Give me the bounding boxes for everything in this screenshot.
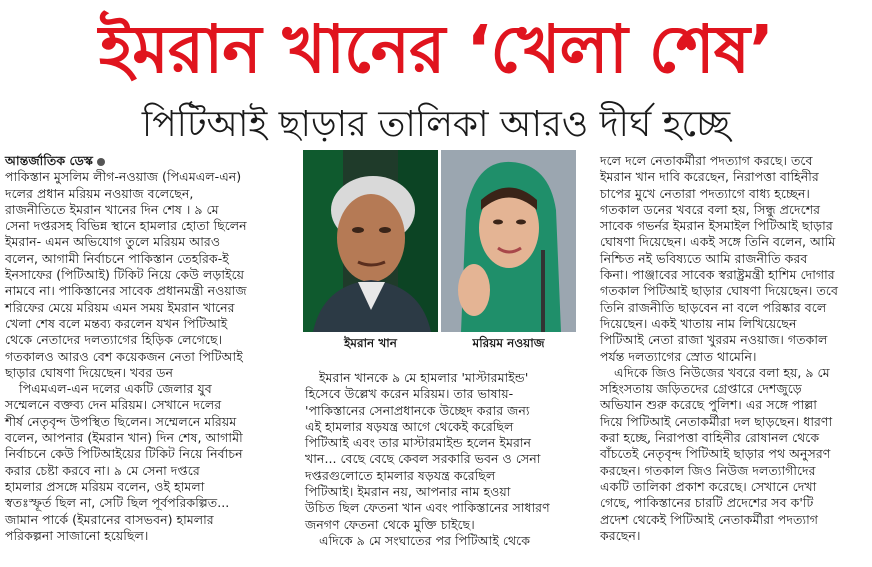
text-line: এদিকে জিও নিউজের খবরে বলা হয়, ৯ মে: [614, 364, 830, 380]
text-line: পিএমএল-এন দলের একটি জেলার যুব: [19, 381, 212, 397]
text-line: অভিযান শুরু করেছে পুলিশ। এর সঙ্গে পাল্লা: [600, 397, 817, 413]
text-line: পরিকল্পনা সাজানো হয়েছিল।: [5, 527, 149, 543]
text-line: খেলা শেষ বলে মন্তব্য করলেন যখন পিটিআই: [5, 315, 228, 331]
text-line: ঘোষণা দিয়েছেন। একই সঙ্গে তিনি বলেন, আমি: [600, 234, 836, 250]
text-line: গতকাল ডনের খবরে বলা হয়, সিন্ধু প্রদেশের: [600, 201, 821, 217]
column-1-lines: [5, 169, 295, 544]
headline: ইমরান খানের ‘খেলা শেষ’: [98, 11, 774, 88]
text-line: পিটিআই নেতা রাজা খুররম নওয়াজ। গতকাল: [600, 332, 828, 348]
text-line: বাঁচতেই নেতৃবৃন্দ পিটিআই ছাড়ার পথ অনুসরণ: [600, 446, 831, 462]
article-column-2: [305, 370, 590, 549]
text-line: উচিত ছিল ফেতনা খান এবং পাকিস্তানের সাধারণ: [305, 500, 550, 516]
text-line: গতকাল পিটিআই ছাড়ার ঘোষণা দিয়েছেন। তবে: [600, 283, 838, 299]
text-line: থেকে নেতাদের দলত্যাগের হিড়িক লেগেছে।: [5, 332, 223, 348]
text-line: সেনা দপ্তরসহ বিভিন্ন স্থানে হামলার হোতা ছিলেন: [5, 218, 247, 234]
text-line: করার চেষ্টা করবে না। ৯ মে সেনা দপ্তরে: [5, 462, 200, 478]
article-column-1: [5, 153, 295, 544]
text-line: দিয়ে পিটিআই নেতাকর্মীরা দল ছাড়ছেন। ধারণা: [600, 413, 833, 429]
text-line: খান... বেছে বেছে কেবল সরকারি ভবন ও সেনা: [305, 451, 541, 467]
photo-imran-khan: [303, 150, 438, 332]
text-line: পাকিস্তান মুসলিম লীগ-নওয়াজ (পিএমএল-এন): [5, 169, 242, 185]
text-line: বলেন, আপনার (ইমরান খান) দিন শেষ, আগামী: [5, 430, 243, 446]
text-line: ইমরান- এমন অভিযোগ তুলে মরিয়ম আরও: [5, 234, 221, 250]
text-line: গতকালও আরও বেশ কয়েকজন নেতা পিটিআই: [5, 348, 243, 364]
text-line: এই হামলার ষড়যন্ত্র আগে থেকেই করেছিল: [305, 418, 514, 434]
text-line: পিটিআই। ইমরান নয়, আপনার নাম হওয়া: [305, 484, 511, 500]
text-line: হামলার প্রসঙ্গে মরিয়ম বলেন, ওই হামলা: [5, 478, 205, 494]
text-line: 'পাকিস্তানের সেনাপ্রধানকে উচ্ছেদ করার জন্য: [305, 402, 530, 418]
text-line: দলে দলে নেতাকর্মীরা পদত্যাগ করছে। তবে: [600, 153, 813, 168]
text-line: দলের প্রধান মরিয়ম নওয়াজ বলেছেন,: [5, 185, 194, 201]
text-line: দিয়েছেন। একই খাতায় নাম লিখিয়েছেন: [600, 315, 797, 331]
text-line: নিশ্চিত নই ভবিষ্যতে আমি রাজনীতি করব: [600, 250, 808, 266]
text-line: জনগণ ফেতনা থেকে মুক্তি চাইছে।: [305, 516, 475, 532]
column-2-lines: [305, 370, 590, 549]
text-line: ইমরান খান দাবি করেছেন, নিরাপত্তা বাহিনীর: [600, 169, 819, 185]
text-line: শরিফের মেয়ে মরিয়ম এমন সময় ইমরান খানের: [5, 299, 235, 315]
text-line: করা হচ্ছে, নিরাপত্তা বাহিনীর রোষানল থেকে: [600, 430, 820, 446]
text-line: গেছে, পাকিস্তানের চারটি প্রদেশের সব ক'টি: [600, 495, 814, 511]
subheadline: পিটিআই ছাড়ার তালিকা আরও দীর্ঘ হচ্ছে: [141, 104, 731, 145]
text-line: কিনা। পাঞ্জাবের সাবেক স্বরাষ্ট্রমন্ত্রী হাশিম দোগার: [600, 267, 835, 283]
text-line: শীর্ষ নেতৃবৃন্দ উপস্থিত ছিলেন। সম্মেলনে মরিয়ম: [5, 413, 237, 429]
text-line: জামান পার্কে (ইমরানের বাসভবন) হামলার: [5, 511, 214, 527]
text-line: স্বতঃস্ফূর্ত ছিল না, সেটি ছিল পূর্বপরিকল্পিত...: [5, 495, 230, 511]
text-line: ছাড়ার ঘোষণা দিয়েছেন। খবর ডন: [5, 364, 174, 380]
text-line: ইমরান খানকে ৯ মে হামলার 'মাস্টারমাইন্ড': [319, 370, 529, 385]
text-line: চাপের মুখে নেতারা পদত্যাগে বাধ্য হচ্ছেন।: [600, 185, 810, 201]
text-line: তিনি রাজনীতি ছাড়বেন না বলে পরিষ্কার বলে: [600, 299, 827, 315]
text-line: এদিকে ৯ মে সংঘাতের পর পিটিআই থেকে: [319, 532, 531, 548]
text-line: বলেন, আগামী নির্বাচনে পাকিস্তান তেহরিক-ই: [5, 250, 229, 266]
column-3-lines: [600, 153, 868, 544]
text-line: নির্বাচনে কেউ পিটিআইয়ের টিকিট নিয়ে নির্বাচন: [5, 446, 243, 462]
photo-maryam-nawaz: [441, 150, 576, 332]
caption-maryam-nawaz: মরিয়ম নওয়াজ: [472, 336, 545, 350]
text-line: নামবে না। পাকিস্তানের সাবেক প্রধানমন্ত্রী নওয়াজ: [5, 283, 247, 299]
caption-imran-khan: ইমরান খান: [344, 336, 397, 350]
text-line: করছেন। গতকাল জিও নিউজ দলত্যাগীদের: [600, 462, 816, 478]
text-line: ইনসাফের (পিটিআই) টিকিট নিয়ে কেউ লড়াইয়ে: [5, 267, 245, 283]
text-line: সহিংসতায় জড়িতদের গ্রেপ্তারে দেশজুড়ে: [600, 381, 802, 397]
text-line: সম্মেলনে বক্তব্য দেন মরিয়ম। সেখানে দলের: [5, 397, 222, 413]
text-line: পর্যন্ত দলত্যাগের স্রোত থামেনি।: [600, 348, 757, 364]
text-line: হিসেবে উল্লেখ করেন মরিয়ম। তার ভাষায়-: [305, 386, 514, 402]
dateline: আন্তর্জাতিক ডেস্ক: [5, 153, 295, 169]
text-line: রাজনীতিতে ইমরান খানের দিন শেষ । ৯ মে: [5, 201, 219, 217]
text-line: প্রদেশ থেকেই পিটিআই নেতাকর্মীরা পদত্যাগ: [600, 511, 818, 527]
text-line: দপ্তরগুলোতে হামলার ষড়যন্ত্র করেছিল: [305, 467, 496, 483]
article-column-3: [600, 153, 868, 544]
text-line: পিটিআই এবং তার মাস্টারমাইন্ড হলেন ইমরান: [305, 435, 532, 451]
text-line: সাবেক গভর্নর ইমরান ইসমাইল পিটিআই ছাড়ার: [600, 218, 833, 234]
text-line: করছেন।: [600, 527, 641, 543]
text-line: একটি তালিকা প্রকাশ করেছে। সেখানে দেখা: [600, 478, 817, 494]
